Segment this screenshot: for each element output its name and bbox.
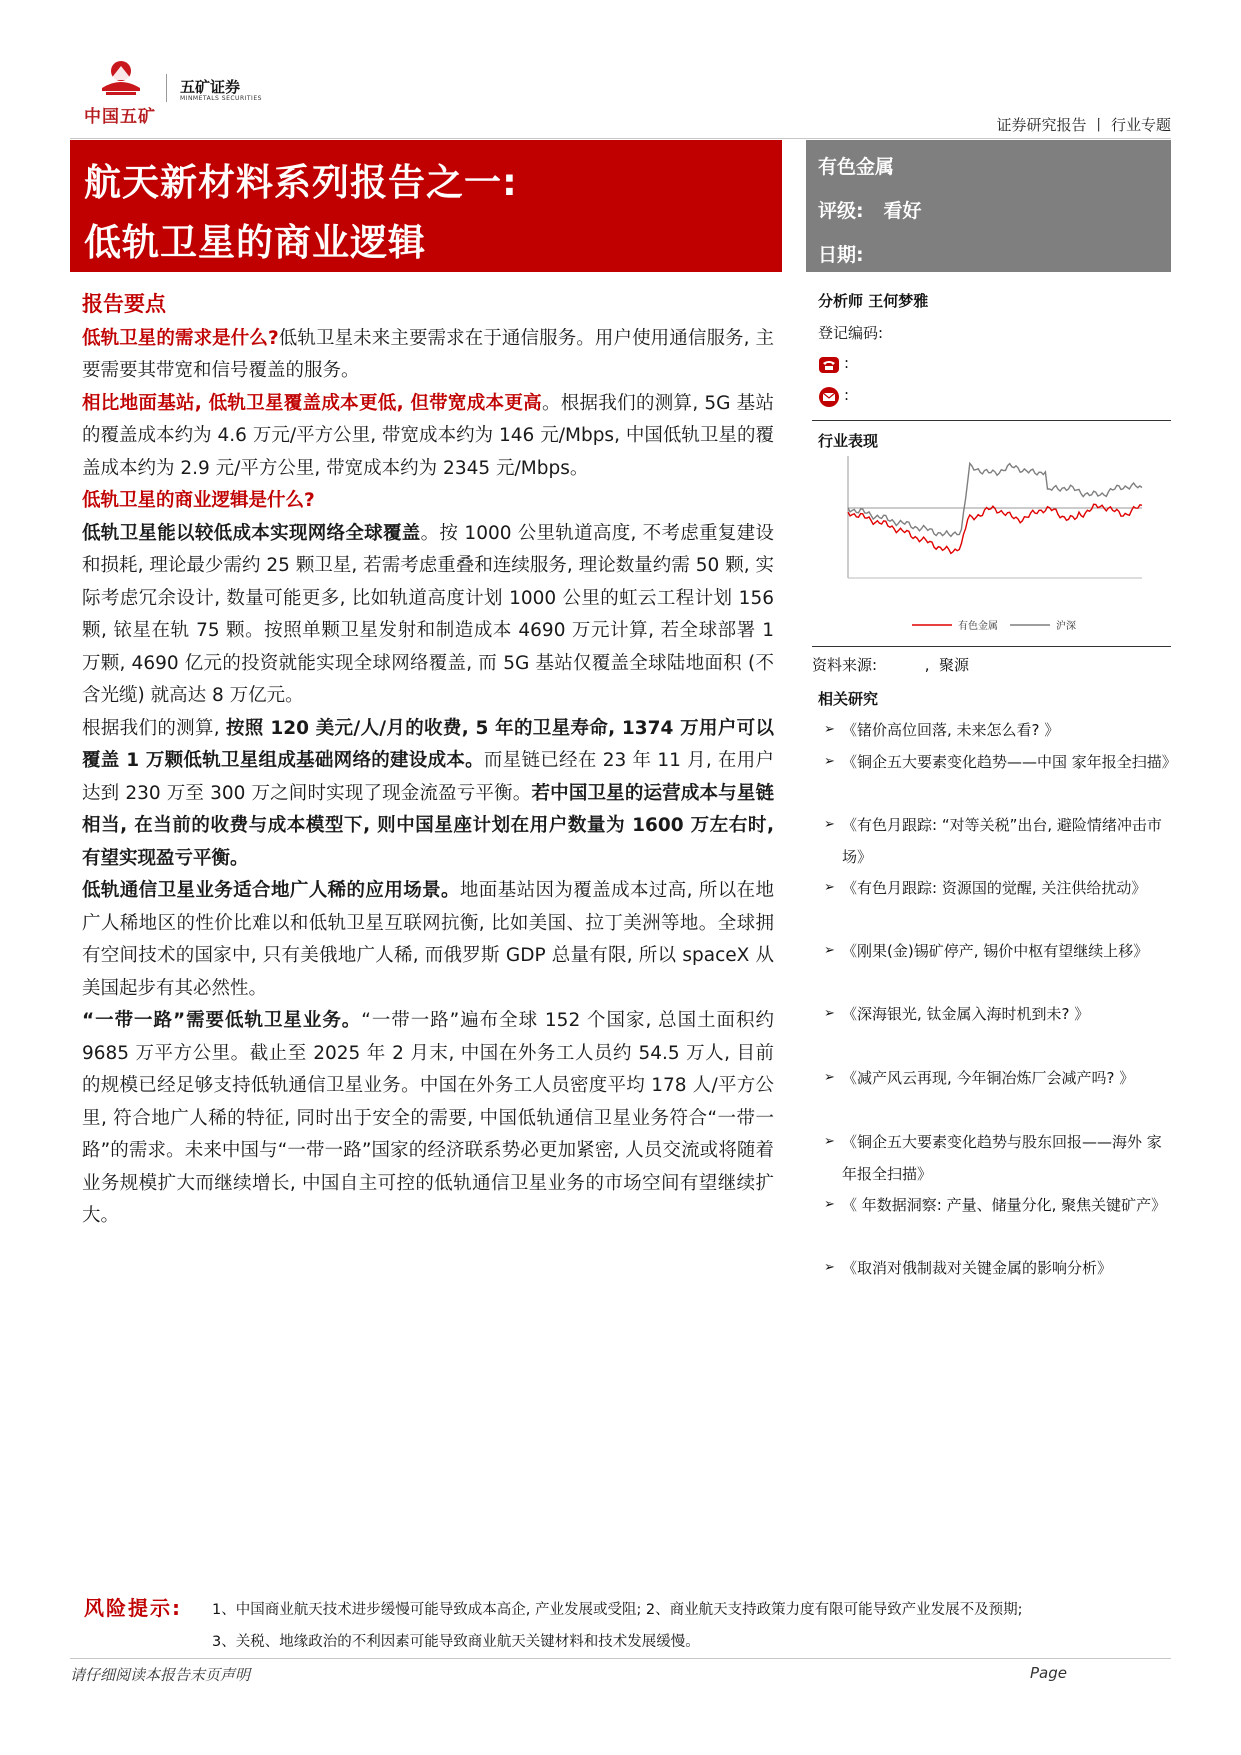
related-research-title: 《减产风云再现, 今年铜冶炼厂会减产吗? 》 bbox=[842, 1069, 1135, 1087]
paragraph-breakeven-pre: 根据我们的测算, bbox=[82, 717, 226, 739]
related-research-item[interactable] bbox=[824, 809, 1174, 873]
related-research-title: 《铜企五大要素变化趋势与股东回报——海外 家年报全扫描》 bbox=[842, 1133, 1162, 1183]
related-research-item[interactable] bbox=[824, 1062, 1174, 1094]
page-label: Page bbox=[1030, 1664, 1067, 1682]
paragraph-scenario-text: 地面基站因为覆盖成本过高, 所以在地广人稀地区的性价比难以和低轨卫星互联网抗衡, 比如美国、拉丁美洲等地。全球拥有空间技术的国家中, 只有美俄地广人稀, 而俄罗斯 GDP 总量有限, 所以 spaceX 从美国起步有其必然性。 bbox=[82, 880, 774, 999]
bullet-arrow-icon: ➢ bbox=[824, 817, 835, 832]
paragraph-cost bbox=[82, 388, 774, 486]
header-divider bbox=[70, 138, 1171, 139]
sector-label: 有色金属 bbox=[818, 156, 895, 178]
bullet-arrow-icon: ➢ bbox=[824, 943, 835, 958]
footer-divider bbox=[70, 1658, 1171, 1659]
related-research-item[interactable] bbox=[824, 1252, 1174, 1284]
phone-value: : bbox=[844, 354, 850, 372]
report-title-line1: 航天新材料系列报告之一: bbox=[84, 161, 518, 204]
paragraph-demand bbox=[82, 323, 774, 388]
related-research-item[interactable] bbox=[824, 872, 1174, 904]
related-research-title: 《刚果(金)锡矿停产, 锡价中枢有望继续上移》 bbox=[842, 942, 1149, 960]
date-label: 日期: bbox=[818, 244, 864, 266]
paragraph-breakeven-text: 而星链已经在 23 年 11 月, 在用户达到 230 万至 300 万之间时实现了现金流盈亏平衡。 bbox=[82, 750, 774, 804]
risk-line-1: 1、中国商业航天技术进步缓慢可能导致成本高企, 产业发展或受阻; 2、商业航天支持政策力度有限可能导致产业发展不及预期; bbox=[212, 1602, 1023, 1618]
bullet-arrow-icon: ➢ bbox=[824, 1134, 835, 1149]
risk-label: 风险提示: bbox=[84, 1596, 182, 1620]
logo-chinese-name: 中国五矿 bbox=[84, 107, 156, 127]
paragraph-coverage-text: 。按 1000 公里轨道高度, 不考虑重复建设和损耗, 理论最少需约 25 颗卫星, 若需考虑重叠和连续服务, 理论数量约需 50 颗, 实际考虑冗余设计, 数量可能更多, 比如轨道高度计划 1000 公里的虹云工程计划 156 颗, 铱星在轨 75 颗。按照单颗卫星发射和制造成本 4690 万元计算, 若全球部署 1 万颗, 4690 亿元的投资就能实现全球网络覆盖, 而 5G 基站仅覆盖全球陆地面积 (不含光缆) 就高达 8 万亿元。 bbox=[82, 522, 774, 706]
email-icon bbox=[818, 386, 840, 408]
report-title-line2: 低轨卫星的商业逻辑 bbox=[84, 221, 426, 264]
risk-line-2: 3、关税、地缘政治的不利因素可能导致商业航天关键材料和技术发展缓慢。 bbox=[212, 1634, 700, 1650]
logo-company-name: 五矿证券 bbox=[180, 78, 241, 96]
paragraph-breakeven bbox=[82, 713, 774, 876]
related-research-title: 《有色月跟踪: 资源国的觉醒, 关注供给扰动》 bbox=[842, 879, 1147, 897]
paragraph-belt-road-text: “一带一路”遍布全球 152 个国家, 总国土面积约 9685 万平方公里。截止至 2025 年 2 月末, 中国在外务工人员约 54.5 万人, 目前的规模已经足够支持低轨通信卫星业务。中国在外务工人员密度平均 178 人/平方公里, 符合地广人稀的特征, 同时出于安全的需要, 中国低轨通信卫星业务符合“一带一路”的需求。未来中国与“一带一路”国家的经济联系势必更加紧密, 人员交流或将随着业务规模扩大而继续增长, 中国自主可控的低轨通信卫星业务的市场空间有望继续扩大。 bbox=[82, 1010, 774, 1226]
chart-divider bbox=[812, 646, 1171, 647]
legend-nonferrous-label: 有色金属 bbox=[958, 621, 998, 632]
report-type: 证券研究报告 丨 行业专题 bbox=[996, 116, 1171, 134]
related-research-title: 《深海银光, 钛金属入海时机到未? 》 bbox=[842, 1005, 1090, 1023]
bullet-arrow-icon: ➢ bbox=[824, 1006, 835, 1021]
bullet-arrow-icon: ➢ bbox=[824, 754, 835, 769]
data-source: 资料来源: , 聚源 bbox=[812, 656, 970, 674]
paragraph-breakeven-bold: 按照 120 美元/人/月的收费, 5 年的卫星寿命, 1374 万用户可以覆盖 1 万颗低轨卫星组成基础网络的建设成本。 bbox=[82, 717, 774, 771]
related-research-title: 《锗价高位回落, 未来怎么看? 》 bbox=[842, 721, 1060, 739]
footer-disclaimer: 请仔细阅读本报告末页声明 bbox=[70, 1666, 251, 1684]
related-research-item[interactable] bbox=[824, 1189, 1174, 1221]
bullet-arrow-icon: ➢ bbox=[824, 880, 835, 895]
related-research-title: 《 年数据洞察: 产量、储量分化, 聚焦关键矿产》 bbox=[842, 1196, 1167, 1214]
related-research-title: 相关研究 bbox=[818, 690, 879, 708]
email-value: : bbox=[844, 386, 850, 404]
paragraph-cost-text: 。根据我们的测算, 5G 基站的覆盖成本约为 4.6 万元/平方公里, 带宽成本约为 146 元/Mbps, 中国低轨卫星的覆盖成本约为 2.9 元/平方公里, 带宽成本约为 2345 元/Mbps。 bbox=[82, 392, 774, 479]
paragraph-scenario bbox=[82, 875, 774, 1005]
related-research-item[interactable] bbox=[824, 714, 1174, 746]
paragraph-scenario-head: 低轨通信卫星业务适合地广人稀的应用场景。 bbox=[82, 880, 460, 901]
paragraph-coverage-head: 低轨卫星能以较低成本实现网络全球覆盖 bbox=[82, 522, 421, 544]
paragraph-logic-head: 低轨卫星的商业逻辑是什么? bbox=[82, 490, 315, 511]
logo-company-english: MINMETALS SECURITIES bbox=[180, 95, 262, 102]
related-research-item[interactable] bbox=[824, 1126, 1174, 1190]
risk-text bbox=[212, 1594, 1172, 1658]
paragraph-demand-text: 低轨卫星未来主要需求在于通信服务。用户使用通信服务, 主要需要其带宽和信号覆盖的服务。 bbox=[82, 327, 775, 381]
bullet-arrow-icon: ➢ bbox=[824, 1260, 835, 1275]
paragraph-coverage bbox=[82, 518, 774, 713]
paragraph-breakeven-bold2: 若中国卫星的运营成本与星链相当, 在当前的收费与成本模型下, 则中国星座计划在用户数量为 1600 万左右时, 有望实现盈亏平衡。 bbox=[82, 782, 774, 869]
phone-icon bbox=[818, 356, 840, 374]
bullet-arrow-icon: ➢ bbox=[824, 1197, 835, 1212]
logo-divider bbox=[166, 74, 167, 102]
analyst-divider bbox=[812, 420, 1171, 421]
section-title: 报告要点 bbox=[82, 292, 166, 316]
bullet-arrow-icon: ➢ bbox=[824, 1070, 835, 1085]
series-nonferrous-line bbox=[848, 504, 1142, 553]
paragraph-demand-head: 低轨卫星的需求是什么? bbox=[82, 327, 279, 349]
report-summary bbox=[82, 288, 774, 1233]
legend-csi300-label: 沪深 bbox=[1056, 621, 1076, 632]
industry-performance-title: 行业表现 bbox=[818, 432, 879, 450]
paragraph-cost-head: 相比地面基站, 低轨卫星覆盖成本更低, 但带宽成本更高 bbox=[82, 392, 542, 414]
industry-performance-chart bbox=[812, 452, 1170, 636]
analyst-name: 分析师 王何梦雅 bbox=[818, 292, 929, 310]
paragraph-belt-road bbox=[82, 1005, 774, 1233]
registration-code: 登记编码: bbox=[818, 324, 884, 342]
rating-label: 评级: 看好 bbox=[818, 200, 922, 222]
china-minmetals-logo-icon bbox=[96, 58, 146, 98]
related-research-item[interactable] bbox=[824, 746, 1177, 778]
related-research-item[interactable] bbox=[824, 998, 1174, 1030]
related-research-title: 《有色月跟踪: “对等关税”出台, 避险情绪冲击市场》 bbox=[842, 816, 1162, 866]
related-research-item[interactable] bbox=[824, 935, 1174, 967]
paragraph-belt-road-head: “一带一路”需要低轨卫星业务。 bbox=[82, 1010, 362, 1031]
bullet-arrow-icon: ➢ bbox=[824, 722, 835, 737]
related-research-title: 《取消对俄制裁对关键金属的影响分析》 bbox=[842, 1259, 1113, 1277]
related-research-title: 《铜企五大要素变化趋势——中国 家年报全扫描》 bbox=[842, 753, 1177, 771]
